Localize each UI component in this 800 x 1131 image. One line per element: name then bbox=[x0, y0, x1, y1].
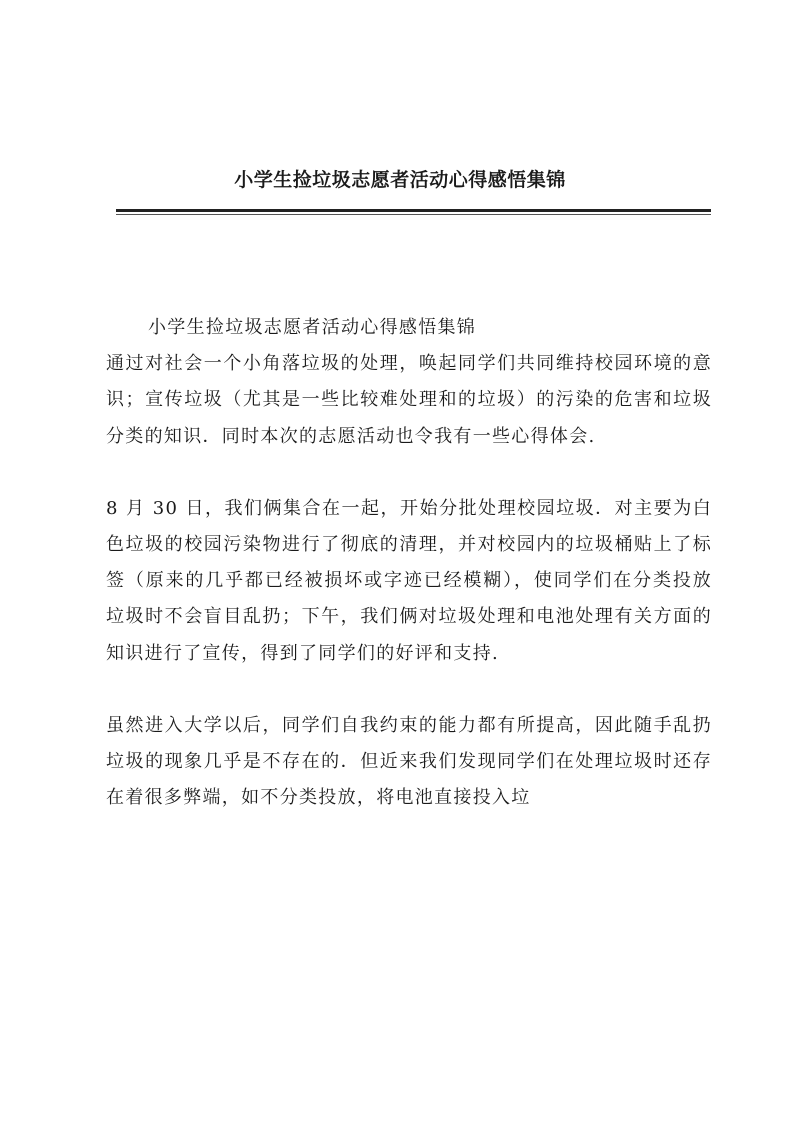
document-subtitle: 小学生捡垃圾志愿者活动心得感悟集锦 bbox=[148, 317, 477, 338]
paragraph-reflection: 虽然进入大学以后，同学们自我约束的能力都有所提高，因此随手乱扔垃圾的现象几乎是不存在的．但近来我们发现同学们在处理垃圾时还存在着很多弊端，如不分类投放，将电池直接投入垃 bbox=[106, 714, 712, 809]
document-title: 小学生捡垃圾志愿者活动心得感悟集锦 bbox=[234, 169, 566, 191]
title-underline bbox=[116, 209, 711, 212]
paragraph-activity: 8 月 30 日，我们俩集合在一起，开始分批处理校园垃圾．对主要为白色垃圾的校园污染物进行了彻底的清理，并对校园内的垃圾桶贴上了标签（原来的几乎都已经被损坏或字迹已经模糊），使同学们在分类投放垃圾时不会盲目乱扔；下午，我们俩对垃圾处理和电池处理有关方面的知识进行了宣传，得到了同学们的好评和支持. bbox=[106, 497, 712, 664]
document-body bbox=[106, 310, 712, 816]
title-underline-thin bbox=[116, 214, 711, 215]
paragraph-intro: 通过对社会一个小角落垃圾的处理，唤起同学们共同维持校园环境的意识；宣传垃圾（尤其是一些比较难处理和的垃圾）的污染的危害和垃圾分类的知识．同时本次的志愿活动也令我有一些心得体会. bbox=[106, 353, 712, 447]
